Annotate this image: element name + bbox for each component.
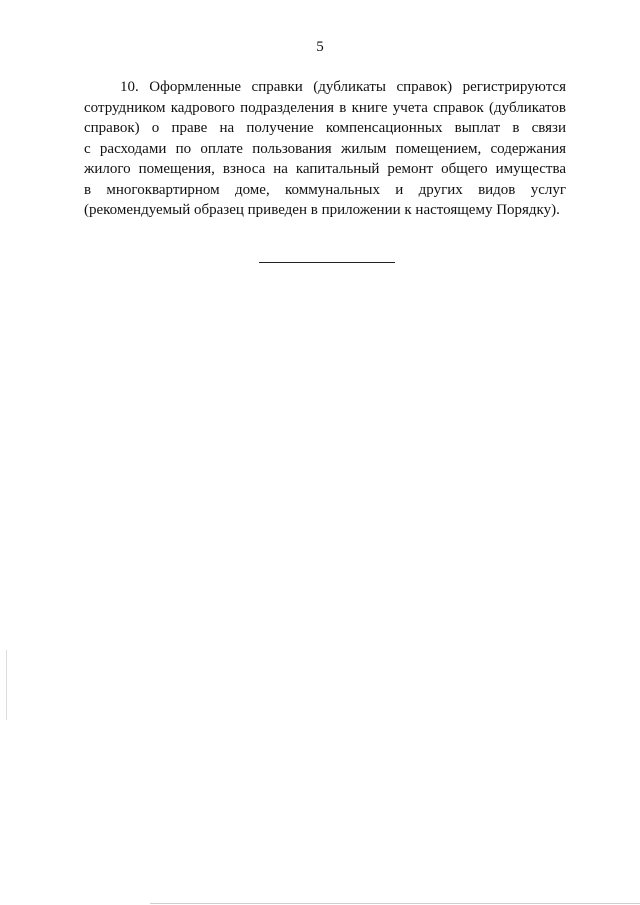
paragraph-line: в многоквартирном доме, коммунальных и других видов услуг	[84, 181, 566, 198]
page-number: 5	[316, 39, 324, 55]
paragraph-line: справок) о праве на получение компенсационных выплат в связи	[84, 120, 566, 136]
paragraph-line: 10. Оформленные справки (дубликаты справок) регистрируются	[120, 79, 566, 95]
scan-edge-mark	[6, 650, 7, 720]
paragraph-line: жилого помещения, взноса на капитальный ремонт общего имущества	[84, 161, 566, 177]
paragraph-line: (рекомендуемый образец приведен в приложении к настоящему Порядку).	[84, 202, 560, 218]
closing-divider	[259, 262, 395, 263]
paragraph-line: сотрудником кадрового подразделения в книге учета справок (дубликатов	[84, 99, 566, 116]
paragraph-10	[84, 77, 566, 221]
scan-bottom-edge	[150, 903, 640, 904]
paragraph-line: с расходами по оплате пользования жилым помещением, содержания	[84, 140, 566, 157]
